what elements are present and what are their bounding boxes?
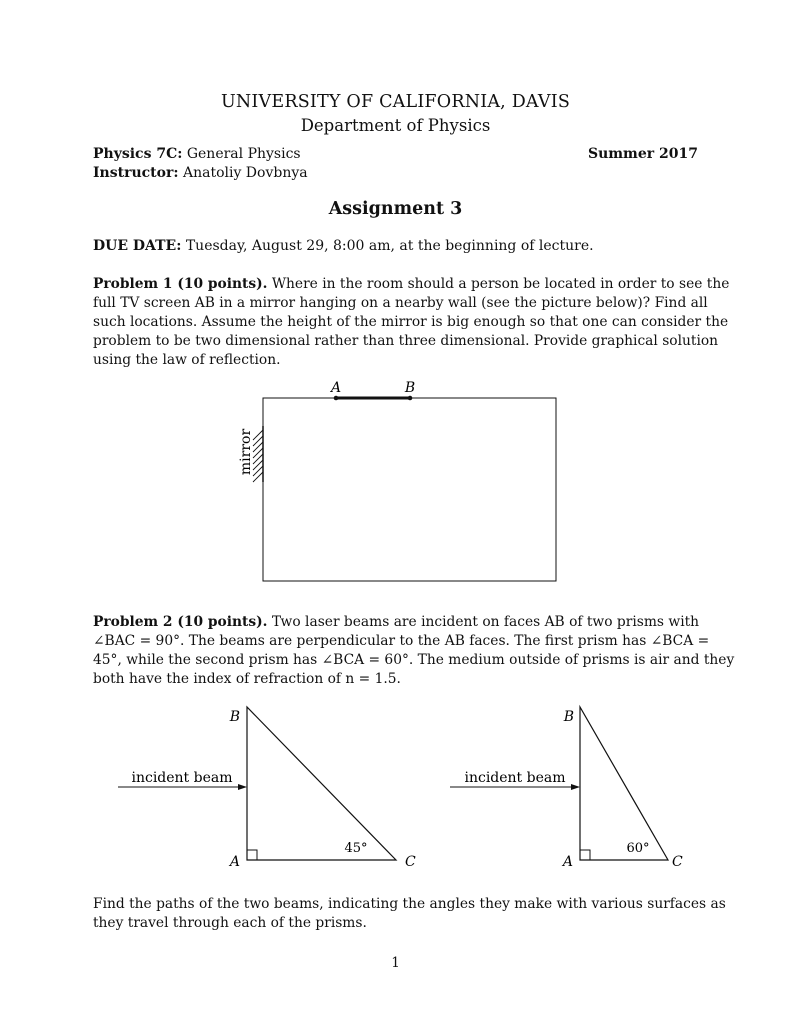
prism-2-b-label: B (563, 709, 574, 725)
mirror-label: mirror (238, 428, 254, 476)
problem1-line-5: using the law of reflection. (93, 352, 281, 368)
prism-1-beam-arrow (238, 784, 247, 790)
mirror (238, 426, 263, 482)
prism-2-triangle (580, 707, 668, 860)
point-b-dot (408, 396, 413, 401)
due-text: Tuesday, August 29, 8:00 am, at the beginning of lecture. (185, 238, 594, 254)
point-a-dot (334, 396, 339, 401)
problem1-line-4: problem to be two dimensional rather than three dimensional. Provide graphical solution (93, 333, 719, 349)
problem2-line-4: both have the index of refraction of n = 1.5. (93, 671, 401, 687)
problem1-line-2: full TV screen AB in a mirror hanging on a nearby wall (see the picture below)? Find all (93, 295, 708, 311)
course-name: General Physics (186, 146, 301, 162)
assignment-title: Assignment 3 (328, 199, 463, 219)
prism-2-angle-label: 60° (626, 841, 650, 856)
problem1-line-3: such locations. Assume the height of the mirror is big enough so that one can consider the (93, 314, 729, 330)
problem1-heading: Problem 1 (10 points). (93, 276, 268, 292)
university-name: UNIVERSITY OF CALIFORNIA, DAVIS (220, 92, 571, 112)
prism-1-right-angle (247, 850, 257, 860)
problem2-line-1: Problem 2 (10 points). Two laser beams are incident on faces AB of two prisms with (93, 614, 700, 630)
prism-2-c-label: C (672, 854, 683, 870)
prism-1-triangle (247, 707, 396, 860)
problem1-line-1: Problem 1 (10 points). Where in the room should a person be located in order to see the (93, 276, 730, 292)
term: Summer 2017 (587, 146, 698, 162)
prism-1-b-label: B (229, 709, 240, 725)
problem2-closing (93, 895, 726, 933)
problem2-heading: Problem 2 (10 points). (93, 614, 268, 630)
prism-2-right-angle (580, 850, 590, 860)
prism-1-angle-label: 45° (344, 841, 368, 856)
prism-1-diagram (118, 707, 416, 870)
point-a-label: A (330, 380, 342, 396)
closing-line-2: they travel through each of the prisms. (93, 915, 367, 931)
prism-1-c-label: C (405, 854, 416, 870)
prism-1-a-label: A (229, 854, 240, 870)
prism-1-beam-label: incident beam (131, 770, 233, 786)
room-outline (263, 398, 556, 581)
prism-2-a-label: A (562, 854, 573, 870)
course-label: Physics 7C: (93, 146, 183, 162)
problem2-line-2: ∠BAC = 90°. The beams are perpendicular to the AB faces. The first prism has ∠BCA = (93, 633, 710, 649)
instructor-name: Anatoliy Dovbnya (182, 165, 308, 181)
page-number: 1 (391, 955, 400, 971)
closing-line-1: Find the paths of the two beams, indicating the angles they make with various surfaces as (93, 896, 726, 912)
department-name: Department of Physics (300, 116, 491, 135)
prism-2-beam-label: incident beam (464, 770, 566, 786)
prism-2-diagram (450, 707, 683, 870)
due-label: DUE DATE: (93, 238, 182, 254)
prism-2-beam-arrow (571, 784, 580, 790)
point-b-label: B (404, 380, 416, 396)
problem2-line-3: 45°, while the second prism has ∠BCA = 60°. The medium outside of prisms is air and they (93, 652, 735, 668)
problem2-text (93, 613, 735, 689)
instructor-label: Instructor: (93, 165, 179, 181)
